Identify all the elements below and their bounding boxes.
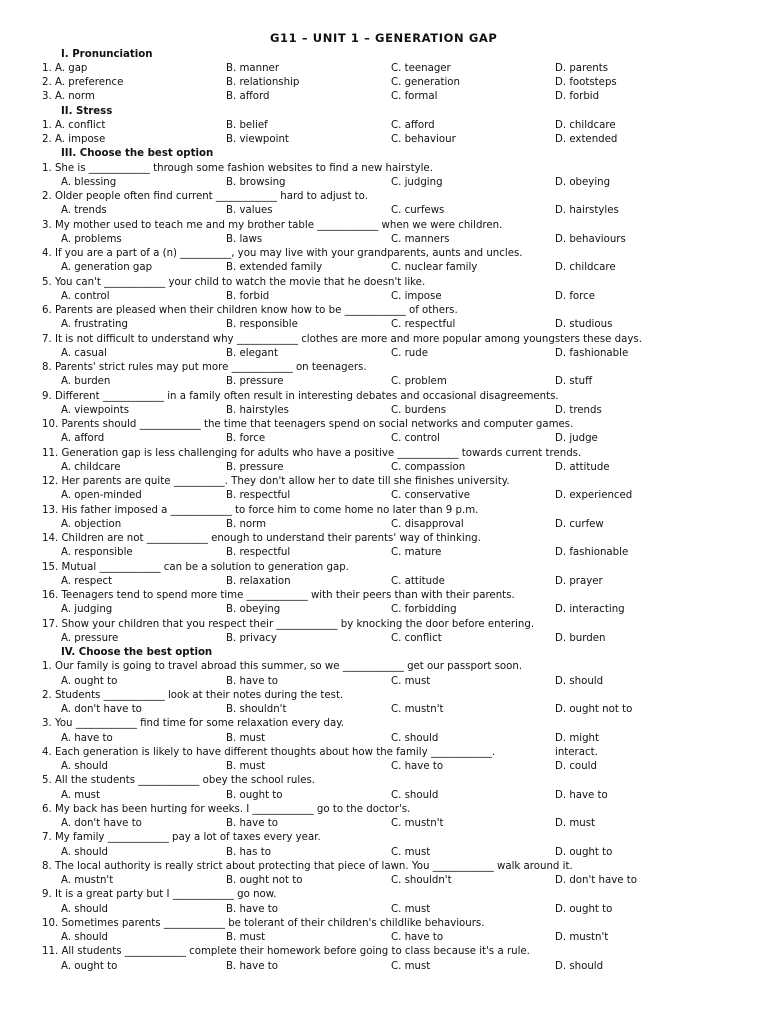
answer-option[interactable]: 1. A. conflict (42, 119, 106, 131)
answer-option[interactable]: B. must (226, 732, 266, 744)
answer-option[interactable]: B. laws (226, 233, 263, 245)
answer-option[interactable]: 3. A. norm (42, 91, 95, 103)
answer-option[interactable]: A. objection (61, 518, 122, 530)
section-heading-text: II. Stress (61, 105, 113, 117)
question-text: 4. If you are a part of a (n) __________, you may live with your grandparents, aunts and uncles. (42, 248, 523, 260)
question-line (0, 618, 768, 632)
answer-option[interactable]: D. hairstyles (555, 205, 619, 217)
pronunciation-row (0, 90, 768, 104)
options-row (0, 675, 768, 689)
question-line (0, 475, 768, 489)
answer-option[interactable]: B. elegant (226, 347, 278, 359)
answer-option[interactable]: C. teenager (391, 62, 451, 74)
answer-option[interactable]: B. respectful (226, 490, 291, 502)
answer-option[interactable]: A. childcare (61, 461, 121, 473)
answer-option[interactable]: D. behaviours (555, 233, 626, 245)
options-row (0, 817, 768, 831)
section-heading (0, 48, 768, 62)
options-row (0, 204, 768, 218)
answer-option[interactable]: C. mustn't (391, 818, 444, 830)
question-line (0, 247, 768, 261)
answer-option[interactable]: D. experienced (555, 490, 633, 502)
answer-option[interactable]: C. must (391, 903, 431, 915)
question-text: 14. Children are not ____________ enough to understand their parents' way of thinking. (42, 533, 481, 545)
answer-option[interactable]: B. viewpoint (226, 134, 289, 146)
answer-option[interactable]: B. must (226, 932, 266, 944)
answer-option[interactable]: A. mustn't (61, 875, 114, 887)
answer-option[interactable]: D. prayer (555, 575, 603, 587)
answer-option[interactable]: C. generation (391, 77, 460, 89)
answer-option[interactable]: C. attitude (391, 575, 445, 587)
options-row (0, 347, 768, 361)
question-text: 12. Her parents are quite __________. They don't allow her to date till she finishes university. (42, 476, 510, 488)
answer-option[interactable]: A. don't have to (61, 704, 142, 716)
answer-option[interactable]: A. blessing (61, 176, 117, 188)
answer-option[interactable]: B. have to (226, 675, 278, 687)
answer-option[interactable]: D. extended (555, 134, 618, 146)
answer-option[interactable]: B. afford (226, 91, 270, 103)
question-text: 3. You ____________ find time for some relaxation every day. (42, 718, 345, 730)
answer-option[interactable]: D. trends (555, 404, 602, 416)
answer-option[interactable]: B. manner (226, 62, 280, 74)
question-text: 2. Older people often find current ____________ hard to adjust to. (42, 191, 368, 203)
options-row (0, 290, 768, 304)
answer-option[interactable]: C. impose (391, 290, 442, 302)
answer-option[interactable]: D. fashionable (555, 547, 629, 559)
question-text: 11. All students ____________ complete their homework before going to class because it's a rule. (42, 946, 530, 958)
question-line (0, 561, 768, 575)
options-row (0, 732, 768, 746)
answer-option[interactable]: C. must (391, 675, 431, 687)
answer-option[interactable]: C. should (391, 732, 439, 744)
question-line (0, 532, 768, 546)
answer-option[interactable]: C. nuclear family (391, 262, 478, 274)
question-line (0, 333, 768, 347)
question-line (0, 190, 768, 204)
answer-option[interactable]: B. respectful (226, 547, 291, 559)
options-row (0, 575, 768, 589)
question-text: 8. The local authority is really strict about protecting that piece of lawn. You ____________ walk around it. (42, 860, 573, 872)
question-line (0, 361, 768, 375)
question-text: 10. Parents should ____________ the time that teenagers spend on social networks and computer games. (42, 419, 574, 431)
options-row (0, 375, 768, 389)
question-text: 4. Each generation is likely to have different thoughts about how the family ____________. (42, 746, 496, 758)
answer-option[interactable]: A. control (61, 290, 110, 302)
answer-option[interactable]: B. forbid (226, 290, 270, 302)
answer-option[interactable]: D. don't have to (555, 875, 637, 887)
answer-option[interactable]: A. should (61, 846, 109, 858)
answer-option[interactable]: B. has to (226, 846, 271, 858)
question-line (0, 589, 768, 603)
pronunciation-row (0, 76, 768, 90)
answer-option[interactable]: A. frustrating (61, 319, 128, 331)
answer-option[interactable]: C. should (391, 789, 439, 801)
answer-option[interactable]: B. hairstyles (226, 404, 289, 416)
answer-option[interactable]: C. shouldn't (391, 875, 452, 887)
answer-option[interactable]: C. disapproval (391, 518, 464, 530)
question-line (0, 803, 768, 817)
question-text: 15. Mutual ____________ can be a solution to generation gap. (42, 561, 349, 573)
answer-option[interactable]: B. obeying (226, 604, 281, 616)
question-line (0, 504, 768, 518)
answer-option[interactable]: A. afford (61, 433, 105, 445)
answer-option[interactable]: D. footsteps (555, 77, 617, 89)
answer-option[interactable]: 1. A. gap (42, 62, 88, 74)
answer-option[interactable]: A. problems (61, 233, 122, 245)
answer-option[interactable]: D. could (555, 761, 597, 773)
section-heading-text: IV. Choose the best option (61, 647, 213, 659)
question-text: 9. It is a great party but I ____________ go now. (42, 889, 277, 901)
answer-option[interactable]: C. control (391, 433, 440, 445)
question-line (0, 304, 768, 318)
question-line (0, 860, 768, 874)
section-heading (0, 646, 768, 660)
answer-option[interactable]: D. curfew (555, 518, 604, 530)
pronunciation-row (0, 62, 768, 76)
options-row (0, 846, 768, 860)
answer-option[interactable]: B. have to (226, 960, 278, 972)
question-text: 7. It is not difficult to understand why ____________ clothes are more and more popular among youngsters these days. (42, 333, 642, 345)
question-text: 6. My back has been hurting for weeks. I ____________ go to the doctor's. (42, 803, 411, 815)
question-text: 5. You can't ____________ your child to watch the movie that he doesn't like. (42, 276, 426, 288)
answer-option[interactable]: D. should (555, 675, 604, 687)
question-line (0, 689, 768, 703)
options-row (0, 461, 768, 475)
answer-option[interactable]: B. relaxation (226, 575, 291, 587)
answer-option[interactable]: D. force (555, 290, 595, 302)
answer-option[interactable]: C. mature (391, 547, 442, 559)
answer-option[interactable]: A. respect (61, 575, 113, 587)
question-text: 16. Teenagers tend to spend more time ____________ with their peers than with their parents. (42, 590, 515, 602)
answer-option[interactable]: D. ought not to (555, 704, 633, 716)
answer-option[interactable]: D. must (555, 818, 596, 830)
answer-option[interactable]: C. behaviour (391, 134, 456, 146)
options-row (0, 760, 768, 774)
answer-option[interactable]: D. ought to (555, 846, 613, 858)
answer-option[interactable]: D. studious (555, 319, 613, 331)
options-row (0, 432, 768, 446)
answer-option[interactable]: B. have to (226, 903, 278, 915)
answer-option[interactable]: A. pressure (61, 632, 119, 644)
question-line (0, 831, 768, 845)
answer-option[interactable]: B. must (226, 761, 266, 773)
options-row (0, 931, 768, 945)
answer-option[interactable]: C. forbidding (391, 604, 457, 616)
section-heading-text: III. Choose the best option (61, 148, 214, 160)
question-text: 17. Show your children that you respect their ____________ by knocking the door before entering. (42, 618, 535, 630)
answer-option[interactable]: C. mustn't (391, 704, 444, 716)
answer-option[interactable]: D. parents (555, 62, 609, 74)
section-heading-text: I. Pronunciation (61, 48, 153, 60)
options-row (0, 603, 768, 617)
question-text: 1. She is ____________ through some fashion websites to find a new hairstyle. (42, 162, 433, 174)
question-line (0, 390, 768, 404)
options-row (0, 789, 768, 803)
answer-option[interactable]: B. ought not to (226, 875, 303, 887)
question-line (0, 660, 768, 674)
answer-option[interactable]: A. have to (61, 732, 113, 744)
answer-option[interactable]: A. burden (61, 376, 111, 388)
options-row (0, 903, 768, 917)
answer-option[interactable]: A. don't have to (61, 818, 142, 830)
answer-option[interactable]: C. problem (391, 376, 447, 388)
answer-option[interactable]: A. generation gap (61, 262, 153, 274)
answer-option[interactable]: B. pressure (226, 376, 284, 388)
section-heading (0, 147, 768, 161)
answer-option[interactable]: A. responsible (61, 547, 133, 559)
question-text: 10. Sometimes parents ____________ be tolerant of their children's childlike behaviours. (42, 917, 485, 929)
answer-option[interactable]: A. casual (61, 347, 107, 359)
question-line (0, 162, 768, 176)
answer-option[interactable]: A. trends (61, 205, 107, 217)
answer-option[interactable]: C. have to (391, 932, 444, 944)
answer-option[interactable]: D. stuff (555, 376, 593, 388)
question-line (0, 888, 768, 902)
answer-option[interactable]: C. compassion (391, 461, 466, 473)
question-text: 13. His father imposed a ____________ to force him to come home no later than 9 p.m. (42, 504, 479, 516)
answer-option[interactable]: B. have to (226, 818, 278, 830)
question-text: 9. Different ____________ in a family often result in interesting debates and occasional disagreements. (42, 390, 559, 402)
answer-option[interactable]: C. rude (391, 347, 428, 359)
question-text: 5. All the students ____________ obey the school rules. (42, 775, 316, 787)
options-row (0, 874, 768, 888)
answer-option[interactable]: C. have to (391, 761, 444, 773)
answer-option[interactable]: D. should (555, 960, 604, 972)
question-text-continued: interact. (555, 746, 598, 758)
answer-option[interactable]: D. obeying (555, 176, 611, 188)
answer-option[interactable]: C. curfews (391, 205, 445, 217)
question-text: 8. Parents' strict rules may put more ____________ on teenagers. (42, 362, 367, 374)
answer-option[interactable]: C. respectful (391, 319, 456, 331)
question-text: 6. Parents are pleased when their children know how to be ____________ of others. (42, 305, 458, 317)
answer-option[interactable]: C. must (391, 960, 431, 972)
question-text: 1. Our family is going to travel abroad this summer, so we ____________ get our passport soon. (42, 661, 523, 673)
answer-option[interactable]: C. formal (391, 91, 438, 103)
question-line (0, 447, 768, 461)
answer-option[interactable]: C. conservative (391, 490, 471, 502)
answer-option[interactable]: D. fashionable (555, 347, 629, 359)
question-line (0, 219, 768, 233)
question-line (0, 945, 768, 959)
answer-option[interactable]: D. mustn't (555, 932, 609, 944)
answer-option[interactable]: D. have to (555, 789, 608, 801)
answer-option[interactable]: A. must (61, 789, 100, 801)
answer-option[interactable]: A. ought to (61, 675, 118, 687)
answer-option[interactable]: A. judging (61, 604, 113, 616)
answer-option[interactable]: 2. A. preference (42, 77, 124, 89)
answer-option[interactable]: D. forbid (555, 91, 600, 103)
answer-option[interactable]: D. judge (555, 433, 598, 445)
stress-row (0, 133, 768, 147)
answer-option[interactable]: B. shouldn't (226, 704, 287, 716)
answer-option[interactable]: A. should (61, 932, 109, 944)
answer-option[interactable]: C. conflict (391, 632, 442, 644)
answer-option[interactable]: B. browsing (226, 176, 286, 188)
options-row (0, 518, 768, 532)
options-row (0, 546, 768, 560)
answer-option[interactable]: D. interacting (555, 604, 625, 616)
answer-option[interactable]: A. should (61, 903, 109, 915)
options-row (0, 176, 768, 190)
answer-option[interactable]: B. responsible (226, 319, 298, 331)
question-text: 3. My mother used to teach me and my brother table ____________ when we were children. (42, 219, 503, 231)
answer-option[interactable]: A. should (61, 761, 109, 773)
question-text: 2. Students ____________ look at their notes during the test. (42, 689, 344, 701)
question-line (0, 746, 768, 760)
answer-option[interactable]: D. attitude (555, 461, 610, 473)
answer-option[interactable]: B. pressure (226, 461, 284, 473)
stress-row (0, 119, 768, 133)
question-line (0, 717, 768, 731)
question-text: 11. Generation gap is less challenging for adults who have a positive ____________ towards current trends. (42, 447, 582, 459)
answer-option[interactable]: B. extended family (226, 262, 323, 274)
answer-option[interactable]: A. open-minded (61, 490, 142, 502)
page-title: G11 – UNIT 1 – GENERATION GAP (270, 31, 498, 45)
answer-option[interactable]: C. afford (391, 119, 435, 131)
answer-option[interactable]: D. childcare (555, 119, 616, 131)
answer-option[interactable]: A. ought to (61, 960, 118, 972)
options-row (0, 404, 768, 418)
question-line (0, 276, 768, 290)
answer-option[interactable]: D. burden (555, 632, 606, 644)
options-row (0, 960, 768, 974)
options-row (0, 233, 768, 247)
answer-option[interactable]: B. norm (226, 518, 267, 530)
answer-option[interactable]: C. burdens (391, 404, 447, 416)
section-heading (0, 105, 768, 119)
answer-option[interactable]: D. ought to (555, 903, 613, 915)
options-row (0, 703, 768, 717)
answer-option[interactable]: 2. A. impose (42, 134, 106, 146)
options-row (0, 489, 768, 503)
answer-option[interactable]: C. judging (391, 176, 443, 188)
answer-option[interactable]: B. belief (226, 119, 268, 131)
question-line (0, 917, 768, 931)
answer-option[interactable]: B. relationship (226, 77, 300, 89)
answer-option[interactable]: B. ought to (226, 789, 283, 801)
answer-option[interactable]: A. viewpoints (61, 404, 130, 416)
options-row (0, 261, 768, 275)
answer-option[interactable]: C. must (391, 846, 431, 858)
question-line (0, 774, 768, 788)
options-row (0, 632, 768, 646)
answer-option[interactable]: B. privacy (226, 632, 277, 644)
options-row (0, 318, 768, 332)
answer-option[interactable]: D. childcare (555, 262, 616, 274)
answer-option[interactable]: B. force (226, 433, 266, 445)
answer-option[interactable]: C. manners (391, 233, 450, 245)
answer-option[interactable]: B. values (226, 205, 273, 217)
answer-option[interactable]: D. might (555, 732, 599, 744)
question-text: 7. My family ____________ pay a lot of taxes every year. (42, 832, 321, 844)
question-line (0, 418, 768, 432)
